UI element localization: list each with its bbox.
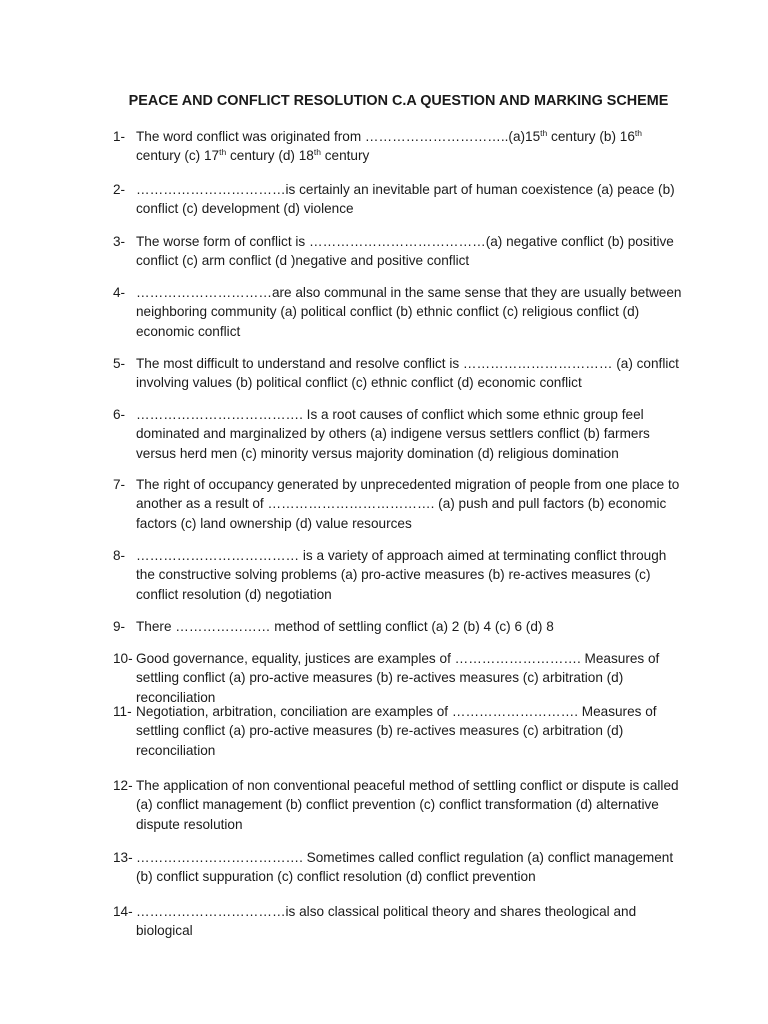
question-number: 6-	[113, 407, 126, 422]
question-number: 13-	[113, 850, 133, 865]
question-item	[113, 283, 683, 341]
question-text: …………………………are also communal in the same sense that they are usually between neighboring community (a) political conflict (b) ethnic conflict (c) religious conflict (d) economic conflict	[136, 285, 682, 339]
question-number: 10-	[113, 651, 133, 666]
question-text: There ………………… method of settling conflict (a) 2 (b) 4 (c) 6 (d) 8	[136, 619, 554, 634]
question-text: The most difficult to understand and resolve conflict is …………………………… (a) conflict involving values (b) political conflict (c) ethnic conflict (d) economic conflict	[136, 356, 679, 391]
question-item	[113, 127, 683, 166]
question-number: 2-	[113, 182, 126, 197]
question-text: Good governance, equality, justices are examples of ………………………. Measures of settling conflict (a) pro-active measures (b) re-actives measures (c) arbitration (d) reconciliation	[136, 651, 660, 705]
question-number: 3-	[113, 234, 126, 249]
question-text: The application of non conventional peaceful method of settling conflict or dispute is called (a) conflict management (b) conflict prevention (c) conflict transformation (d) alternative dispute resolution	[136, 778, 679, 832]
question-text: ……………………………is certainly an inevitable part of human coexistence (a) peace (b) conflict (c) development (d) violence	[136, 182, 675, 217]
question-item	[113, 354, 683, 393]
question-item	[113, 649, 683, 707]
question-item	[113, 405, 683, 463]
question-text: ………………………………. Sometimes called conflict regulation (a) conflict management (b) conflict suppuration (c) conflict resolution (d) conflict prevention	[136, 850, 674, 885]
question-item	[113, 180, 683, 219]
question-number: 11-	[113, 704, 132, 719]
question-number: 12-	[113, 778, 133, 793]
question-item	[113, 232, 683, 271]
question-number: 7-	[113, 477, 126, 492]
question-text: The worse form of conflict is …………………………………(a) negative conflict (b) positive conflict (c) arm conflict (d )negative and positive conflict	[136, 234, 674, 269]
question-text: ……………………………… is a variety of approach aimed at terminating conflict through the constructive solving problems (a) pro-active measures (b) re-actives measures (c) conflict resolution (d) negotiation	[136, 548, 667, 602]
question-text: The word conflict was originated from …………………………..(a)15th century (b) 16th century (c) 17th century (d) 18th century	[136, 128, 642, 164]
question-item	[113, 702, 683, 760]
question-text: ……………………………is also classical political theory and shares theological and biological	[136, 904, 637, 939]
question-text: The right of occupancy generated by unprecedented migration of people from one place to another as a result of ………………………………. (a) push and pull factors (b) economic factors (c) land ownership (d) value resources	[136, 477, 680, 531]
question-number: 5-	[113, 356, 126, 371]
question-item	[113, 902, 683, 941]
question-number: 14-	[113, 904, 133, 919]
question-number: 1-	[113, 129, 126, 144]
document-title: PEACE AND CONFLICT RESOLUTION C.A QUESTION AND MARKING SCHEME	[128, 93, 669, 109]
question-item	[113, 848, 683, 887]
question-number: 4-	[113, 285, 126, 300]
question-number: 9-	[113, 619, 126, 634]
question-text: Negotiation, arbitration, conciliation are examples of ………………………. Measures of settling conflict (a) pro-active measures (b) re-actives measures (c) arbitration (d) reconciliation	[136, 704, 657, 758]
question-text: ………………………………. Is a root causes of conflict which some ethnic group feel dominated and marginalized by others (a) indigene versus settlers conflict (b) farmers versus herd men (c) minority versus majority domination (d) religious domination	[136, 407, 650, 461]
question-item	[113, 546, 683, 604]
question-number: 8-	[113, 548, 126, 563]
question-item	[113, 475, 683, 533]
question-item	[113, 617, 683, 636]
question-item	[113, 776, 683, 834]
